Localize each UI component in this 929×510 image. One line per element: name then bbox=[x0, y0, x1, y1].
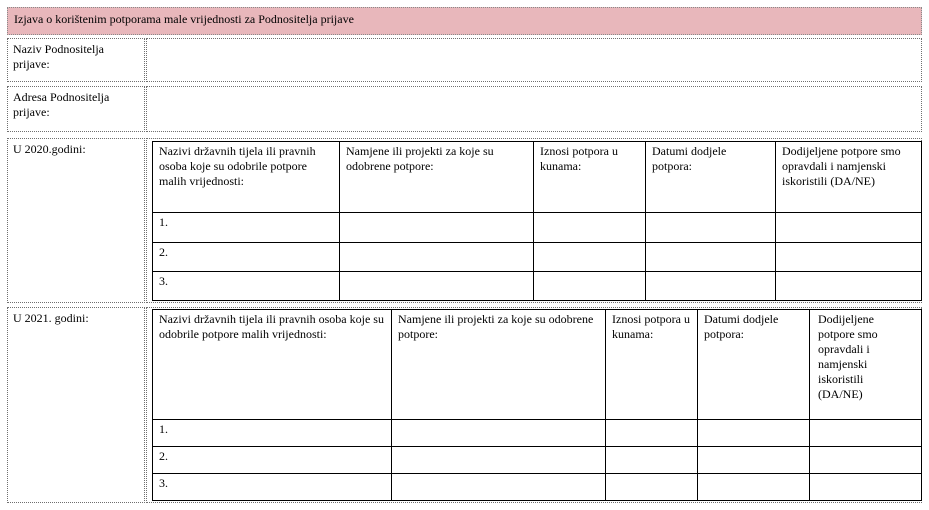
applicant-address-field[interactable] bbox=[146, 86, 922, 132]
applicant-name-label: Naziv Podnositelja prijave: bbox=[7, 38, 145, 82]
table-row bbox=[153, 420, 922, 447]
applicant-name-field[interactable] bbox=[146, 38, 922, 82]
purpose-cell[interactable] bbox=[392, 447, 606, 474]
amount-cell[interactable] bbox=[534, 272, 646, 301]
table-row bbox=[153, 243, 922, 272]
row-number[interactable]: 1. bbox=[153, 420, 392, 447]
column-header-date: Datumi dodjele potpora: bbox=[698, 310, 810, 420]
justified-cell[interactable] bbox=[810, 420, 922, 447]
row-number[interactable]: 2. bbox=[153, 447, 392, 474]
purpose-cell[interactable] bbox=[340, 272, 534, 301]
amount-cell[interactable] bbox=[534, 243, 646, 272]
column-header-purpose: Namjene ili projekti za koje su odobrene potpore: bbox=[340, 142, 534, 213]
form-title: Izjava o korištenim potporama male vrijednosti za Podnositelja prijave bbox=[7, 7, 922, 35]
date-cell[interactable] bbox=[698, 447, 810, 474]
year-2020-table bbox=[152, 141, 922, 301]
amount-cell[interactable] bbox=[606, 447, 698, 474]
table-row bbox=[153, 213, 922, 243]
column-header-justified: Dodijeljene potpore smo opravdali i namjenski iskoristili (DA/NE) bbox=[776, 142, 922, 213]
column-header-amount: Iznosi potpora u kunama: bbox=[606, 310, 698, 420]
purpose-cell[interactable] bbox=[340, 243, 534, 272]
justified-cell[interactable] bbox=[810, 447, 922, 474]
year-2021-table bbox=[152, 309, 922, 501]
table-row bbox=[153, 272, 922, 301]
purpose-cell[interactable] bbox=[392, 474, 606, 501]
column-header-date: Datumi dodjele potpora: bbox=[646, 142, 776, 213]
column-header-purpose: Namjene ili projekti za koje su odobrene potpore: bbox=[392, 310, 606, 420]
amount-cell[interactable] bbox=[606, 420, 698, 447]
year-2021-label: U 2021. godini: bbox=[7, 307, 145, 503]
row-number[interactable]: 2. bbox=[153, 243, 340, 272]
row-number[interactable]: 3. bbox=[153, 272, 340, 301]
purpose-cell[interactable] bbox=[340, 213, 534, 243]
justified-cell[interactable] bbox=[776, 243, 922, 272]
amount-cell[interactable] bbox=[534, 213, 646, 243]
column-header-authority: Nazivi državnih tijela ili pravnih osoba koje su odobrile potpore malih vrijednosti: bbox=[153, 310, 392, 420]
date-cell[interactable] bbox=[646, 243, 776, 272]
date-cell[interactable] bbox=[646, 213, 776, 243]
table-row bbox=[153, 474, 922, 501]
column-header-amount: Iznosi potpora u kunama: bbox=[534, 142, 646, 213]
date-cell[interactable] bbox=[698, 420, 810, 447]
purpose-cell[interactable] bbox=[392, 420, 606, 447]
date-cell[interactable] bbox=[698, 474, 810, 501]
year-2020-label: U 2020.godini: bbox=[7, 138, 145, 303]
column-header-authority: Nazivi državnih tijela ili pravnih osoba koje su odobrile potpore malih vrijednosti: bbox=[153, 142, 340, 213]
justified-cell[interactable] bbox=[810, 474, 922, 501]
date-cell[interactable] bbox=[646, 272, 776, 301]
justified-cell[interactable] bbox=[776, 272, 922, 301]
table-row bbox=[153, 447, 922, 474]
justified-cell[interactable] bbox=[776, 213, 922, 243]
column-header-justified: Dodijeljene potpore smo opravdali i namjenski iskoristili (DA/NE) bbox=[810, 310, 922, 420]
row-number[interactable]: 1. bbox=[153, 213, 340, 243]
applicant-address-label: Adresa Podnositelja prijave: bbox=[7, 86, 145, 132]
row-number[interactable]: 3. bbox=[153, 474, 392, 501]
amount-cell[interactable] bbox=[606, 474, 698, 501]
